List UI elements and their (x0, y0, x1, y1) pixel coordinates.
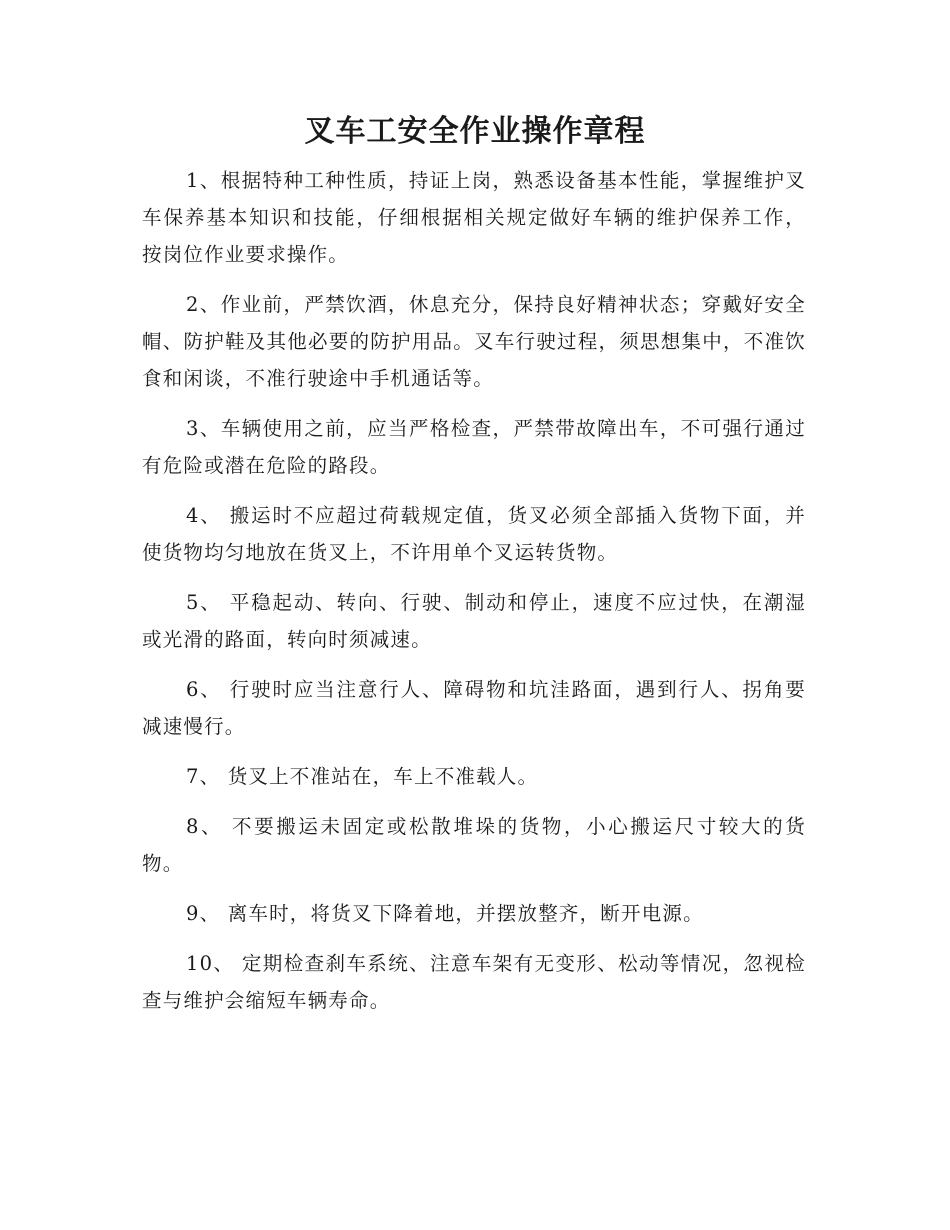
paragraph-10: 10、 定期检查刹车系统、注意车架有无变形、松动等情况，忽视检查与维护会缩短车辆寿命。 (142, 952, 806, 1012)
paragraph-8: 8、 不要搬运未固定或松散堆垛的货物，小心搬运尺寸较大的货物。 (142, 815, 806, 875)
document-title: 叉车工安全作业操作章程 (304, 114, 646, 149)
paragraph-9: 9、 离车时，将货叉下降着地，并摆放整齐，断开电源。 (186, 902, 704, 925)
paragraph-5: 5、 平稳起动、转向、行驶、制动和停止，速度不应过快，在潮湿或光滑的路面，转向时须减速。 (142, 591, 806, 651)
paragraph-3: 3、车辆使用之前，应当严格检查，严禁带故障出车，不可强行通过有危险或潜在危险的路段。 (142, 417, 806, 477)
document-body (142, 162, 806, 1032)
paragraph-4: 4、 搬运时不应超过荷载规定值，货叉必须全部插入货物下面，并使货物均匀地放在货叉上，不许用单个叉运转货物。 (142, 504, 806, 564)
paragraph-2: 2、作业前，严禁饮酒，休息充分，保持良好精神状态；穿戴好安全帽、防护鞋及其他必要的防护用品。叉车行驶过程，须思想集中，不准饮食和闲谈，不准行驶途中手机通话等。 (142, 293, 806, 390)
paragraph-7: 7、 货叉上不准站在，车上不准载人。 (186, 765, 539, 788)
paragraph-1: 1、根据特种工种性质，持证上岗，熟悉设备基本性能，掌握维护叉车保养基本知识和技能，仔细根据相关规定做好车辆的维护保养工作， 按岗位作业要求操作。 (142, 169, 806, 266)
paragraph-6: 6、 行驶时应当注意行人、障碍物和坑洼路面，遇到行人、拐角要减速慢行。 (142, 678, 806, 738)
